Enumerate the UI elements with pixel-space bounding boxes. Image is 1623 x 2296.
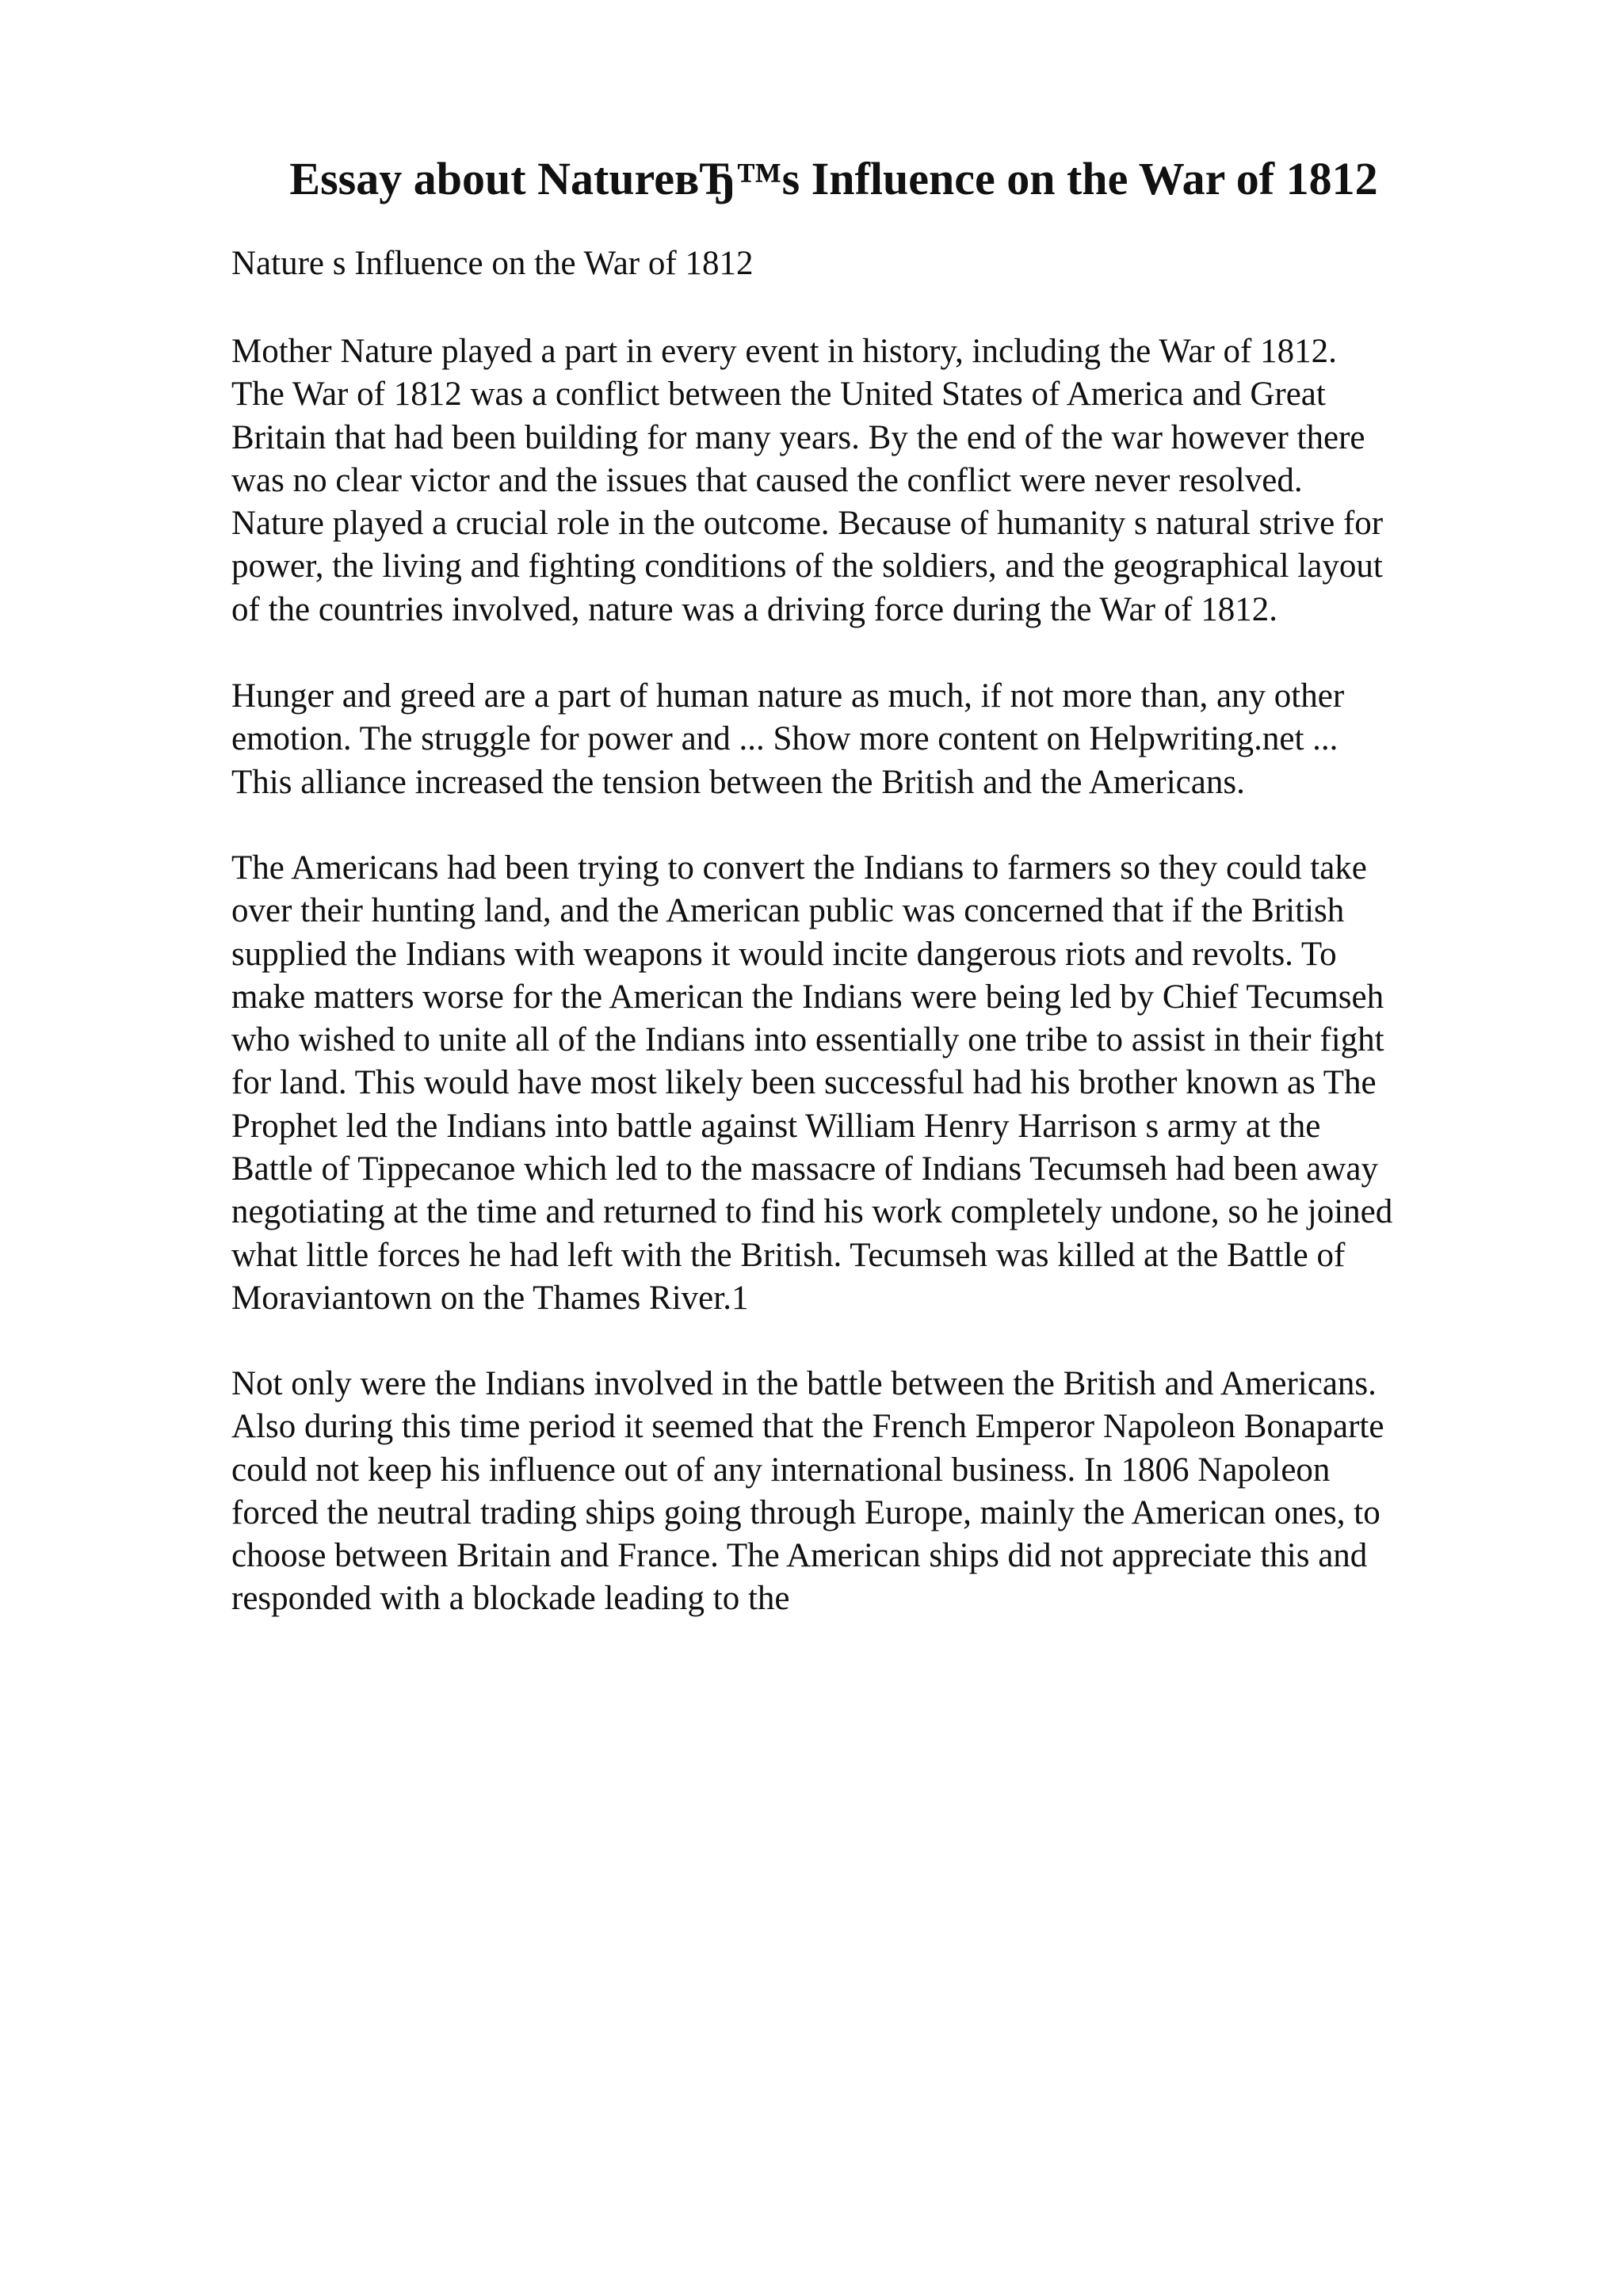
paragraph-line: Also during this time period it seemed that the French Emperor Napoleon Bonaparte xyxy=(231,1408,1384,1446)
paragraph-line: Prophet led the Indians into battle against William Henry Harrison s army at the xyxy=(231,1107,1321,1145)
paragraph-line: Nature played a crucial role in the outcome. Because of humanity s natural strive for xyxy=(231,505,1384,543)
paragraph-line: Mother Nature played a part in every event in history, including the War of 1812. xyxy=(231,333,1337,370)
paragraph-line: Moraviantown on the Thames River.1 xyxy=(231,1279,749,1317)
paragraph-line: responded with a blockade leading to the xyxy=(231,1580,790,1618)
paragraph-line: Not only were the Indians involved in the battle between the British and Americans. xyxy=(231,1365,1377,1402)
paragraph-line: who wished to unite all of the Indians into essentially one tribe to assist in their fight xyxy=(231,1021,1384,1059)
paragraph-3 xyxy=(231,847,1499,1320)
paragraph-line: choose between Britain and France. The American ships did not appreciate this and xyxy=(231,1537,1368,1575)
paragraph-line: forced the neutral trading ships going through Europe, mainly the American ones, to xyxy=(231,1493,1381,1531)
paragraph-line: make matters worse for the American the Indians were being led by Chief Tecumseh xyxy=(231,978,1384,1016)
paragraph-line: for land. This would have most likely been successful had his brother known as The xyxy=(231,1064,1377,1102)
paragraph-2 xyxy=(231,675,1499,804)
paragraph-line: was no clear victor and the issues that caused the conflict were never resolved. xyxy=(231,461,1303,499)
paragraph-line: This alliance increased the tension between the British and the Americans. xyxy=(231,763,1245,801)
paragraph-line: The War of 1812 was a conflict between the United States of America and Great xyxy=(231,376,1326,414)
paragraph-line: Britain that had been building for many years. By the end of the war however there xyxy=(231,418,1365,456)
paragraph-line: what little forces he had left with the British. Tecumseh was killed at the Battle of xyxy=(231,1236,1346,1274)
paragraph-line: power, the living and fighting conditions of the soldiers, and the geographical layout xyxy=(231,547,1383,585)
paragraph-line: emotion. The struggle for power and ... Show more content on Helpwriting.net ... xyxy=(231,720,1338,758)
paragraph-line: The Americans had been trying to convert the Indians to farmers so they could take xyxy=(231,849,1367,887)
paragraph-line: could not keep his influence out of any international business. In 1806 Napoleon xyxy=(231,1451,1331,1489)
page-title: Essay about NatureвЂ™s Influence on the War of 1812 xyxy=(289,153,1378,204)
subtitle-line: Nature s Influence on the War of 1812 xyxy=(231,245,754,282)
paragraph-1 xyxy=(231,330,1499,631)
paragraph-4 xyxy=(231,1363,1499,1621)
paragraph-line: supplied the Indians with weapons it would incite dangerous riots and revolts. To xyxy=(231,935,1337,973)
paragraph-line: negotiating at the time and returned to find his work completely undone, so he joined xyxy=(231,1193,1393,1231)
essay-subtitle xyxy=(231,242,1499,285)
paragraph-line: Hunger and greed are a part of human nature as much, if not more than, any other xyxy=(231,677,1345,715)
paragraph-line: Battle of Tippecanoe which led to the massacre of Indians Tecumseh had been away xyxy=(231,1150,1379,1188)
paragraph-line: of the countries involved, nature was a driving force during the War of 1812. xyxy=(231,590,1278,628)
paragraph-line: over their hunting land, and the American public was concerned that if the British xyxy=(231,892,1345,930)
